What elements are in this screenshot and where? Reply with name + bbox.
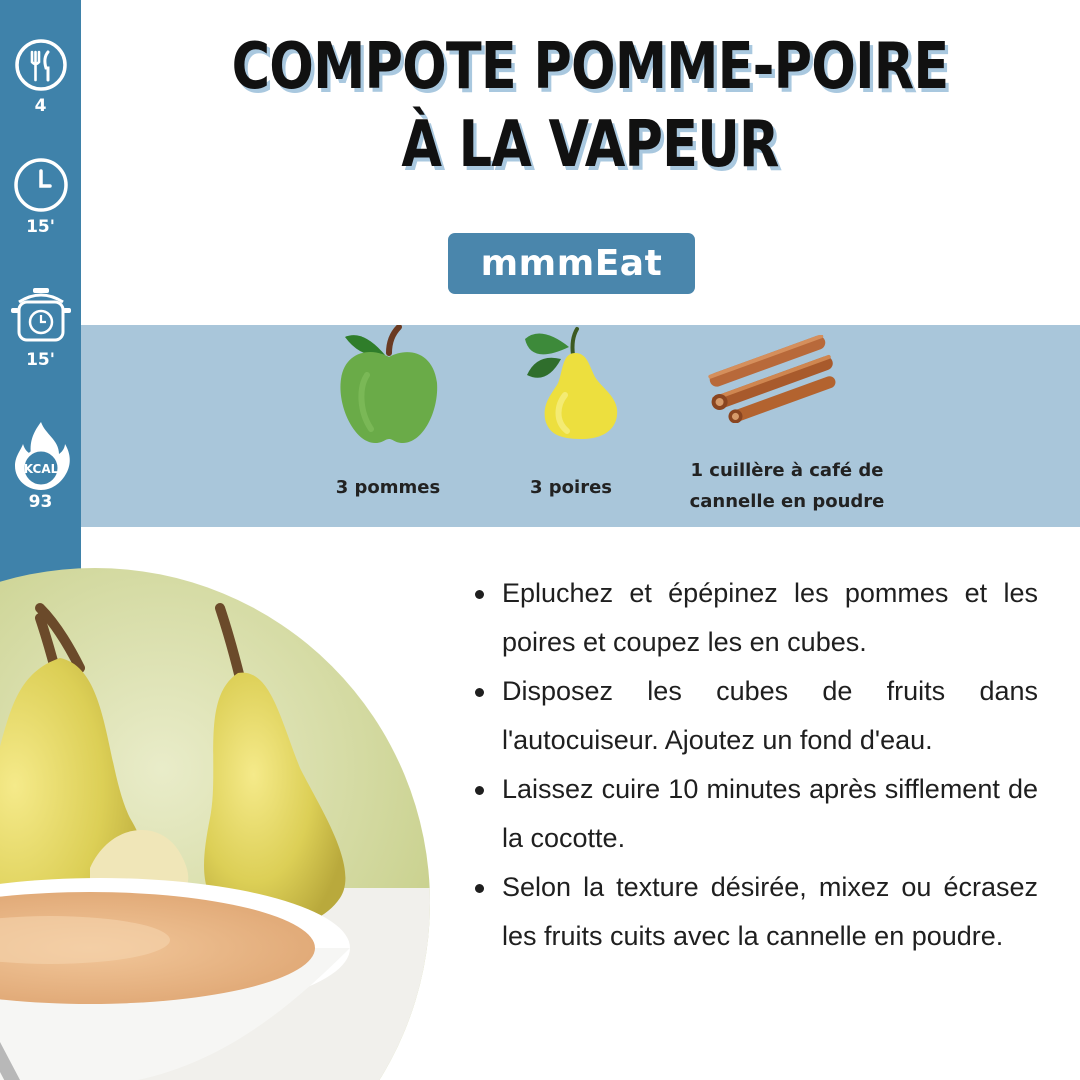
pear-icon — [521, 325, 625, 441]
clock-icon — [13, 157, 69, 213]
calories-value: 93 — [28, 492, 53, 512]
brand-logo: mmmEat — [448, 233, 695, 294]
servings-value: 4 — [34, 96, 47, 116]
apple-label: 3 pommes — [335, 477, 441, 498]
cinnamon-label: 1 cuillère à café de cannelle en poudre — [689, 460, 885, 512]
compote-photo — [0, 568, 430, 1080]
step-item: Disposez les cubes de fruits dans l'autocuiseur. Ajoutez un fond d'eau. — [472, 667, 1038, 765]
step-item: Selon la texture désirée, mixez ou écrasez les fruits cuits avec la cannelle en poudre. — [472, 863, 1038, 961]
cook-time-value: 15' — [26, 350, 55, 370]
prep-time-stat — [0, 157, 81, 237]
step-item: Laissez cuire 10 minutes après sifflement de la cocotte. — [472, 765, 1038, 863]
apple-icon — [337, 325, 441, 447]
flame-kcal-icon — [9, 420, 73, 492]
ingredients-band — [81, 325, 1080, 527]
cinnamon-icon — [701, 335, 847, 423]
pear-label: 3 poires — [529, 477, 612, 498]
cook-time-stat — [0, 284, 81, 370]
steps-list — [472, 569, 1038, 961]
pressure-cooker-icon — [9, 284, 73, 346]
calories-stat — [0, 420, 81, 512]
kcal-label: KCAL — [23, 462, 58, 476]
fork-knife-icon — [14, 38, 68, 92]
step-item: Epluchez et épépinez les pommes et les poires et coupez les en cubes. — [472, 569, 1038, 667]
prep-time-value: 15' — [26, 217, 55, 237]
recipe-title: COMPOTE POMME-POIRE À LA VAPEUR — [231, 30, 949, 182]
servings-stat — [0, 38, 81, 116]
